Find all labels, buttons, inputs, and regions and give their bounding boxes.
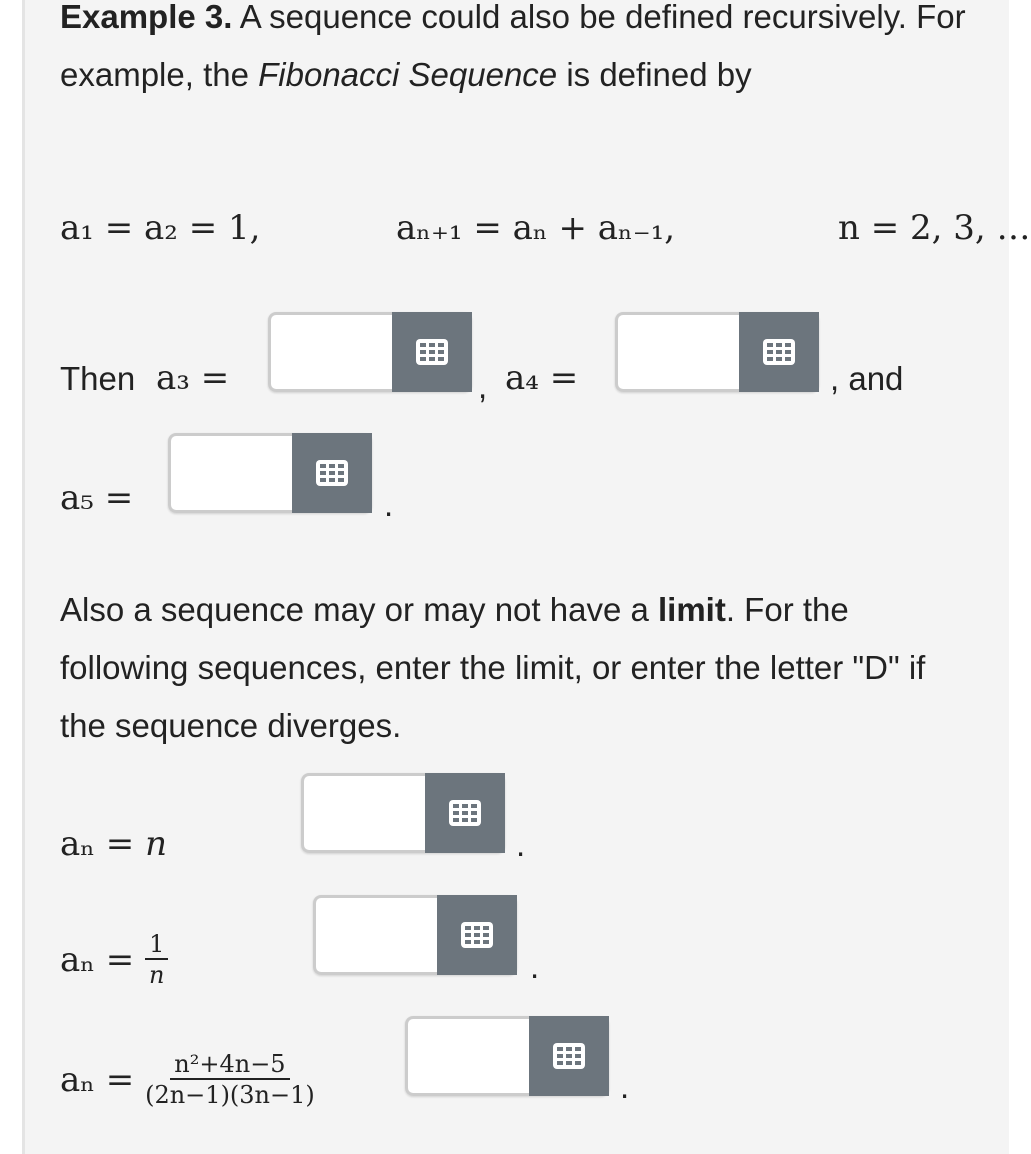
intro-text-2: is defined by (557, 56, 752, 93)
keyboard-icon (553, 1043, 585, 1069)
keyboard-icon (449, 800, 481, 826)
period: . (530, 948, 540, 985)
a4-answer-widget (615, 312, 819, 392)
keyboard-icon (416, 339, 448, 365)
limit-2-keyboard-button[interactable] (437, 895, 517, 975)
sequence-1 (60, 824, 167, 864)
keyboard-icon (461, 922, 493, 948)
fraction (145, 930, 168, 990)
a4-keyboard-button[interactable] (739, 312, 819, 392)
fraction (145, 1050, 315, 1110)
limit-3-keyboard-button[interactable] (529, 1016, 609, 1096)
a5-answer-widget (168, 433, 372, 513)
a3-answer-widget (268, 312, 472, 392)
denominator: (2n−1)(3n−1) (145, 1081, 315, 1109)
then-label: Then (60, 360, 136, 397)
comma: , (478, 368, 488, 405)
a5-keyboard-button[interactable] (292, 433, 372, 513)
limit-1-keyboard-button[interactable] (425, 773, 505, 853)
limit-1-answer-widget (301, 773, 505, 853)
limit-3-input[interactable] (405, 1016, 529, 1096)
a5-input[interactable] (168, 433, 292, 513)
fibonacci-term: Fibonacci Sequence (258, 56, 558, 93)
limit-text: Also a sequence may or may not have a (60, 591, 658, 628)
period: . (516, 826, 526, 863)
limit-1-input[interactable] (301, 773, 425, 853)
limit-2-answer-widget (313, 895, 517, 975)
numerator: 1 (145, 930, 168, 960)
index-range: n = 2, 3, … (838, 208, 1031, 248)
sequence-lhs: aₙ = (60, 940, 135, 980)
sequence-lhs: aₙ = (60, 824, 135, 864)
period: . (620, 1068, 630, 1105)
limit-term: limit (658, 591, 726, 628)
example-label: Example 3. (60, 0, 233, 35)
a5-label: a₅ = (60, 478, 134, 518)
intro-paragraph (60, 0, 980, 104)
sequence-3 (60, 1050, 315, 1110)
a3-keyboard-button[interactable] (392, 312, 472, 392)
a3-input[interactable] (268, 312, 392, 392)
sequence-2 (60, 930, 168, 990)
recurrence: aₙ₊₁ = aₙ + aₙ₋₁, (396, 208, 676, 248)
sequence-lhs: aₙ = (60, 1060, 135, 1100)
keyboard-icon (316, 460, 348, 486)
numerator: n²+4n−5 (170, 1050, 289, 1080)
denominator: n (149, 961, 165, 989)
initial-conditions: a₁ = a₂ = 1, (60, 208, 261, 248)
limit-2-input[interactable] (313, 895, 437, 975)
and-label: , and (830, 360, 904, 397)
intro-text: A sequence could also be defined recursively. For example, the (60, 0, 966, 93)
a4-input[interactable] (615, 312, 739, 392)
period: . (384, 486, 394, 523)
sequence-rhs: n (145, 824, 167, 864)
keyboard-icon (763, 339, 795, 365)
limit-paragraph (60, 581, 980, 755)
a3-label: a₃ = (156, 358, 230, 398)
a4-label: a₄ = (505, 358, 579, 398)
limit-text-2: . For the following sequences, enter the limit, or enter the letter "D" if the sequence diverges. (60, 591, 926, 744)
limit-3-answer-widget (405, 1016, 609, 1096)
content-panel (22, 0, 1009, 1154)
